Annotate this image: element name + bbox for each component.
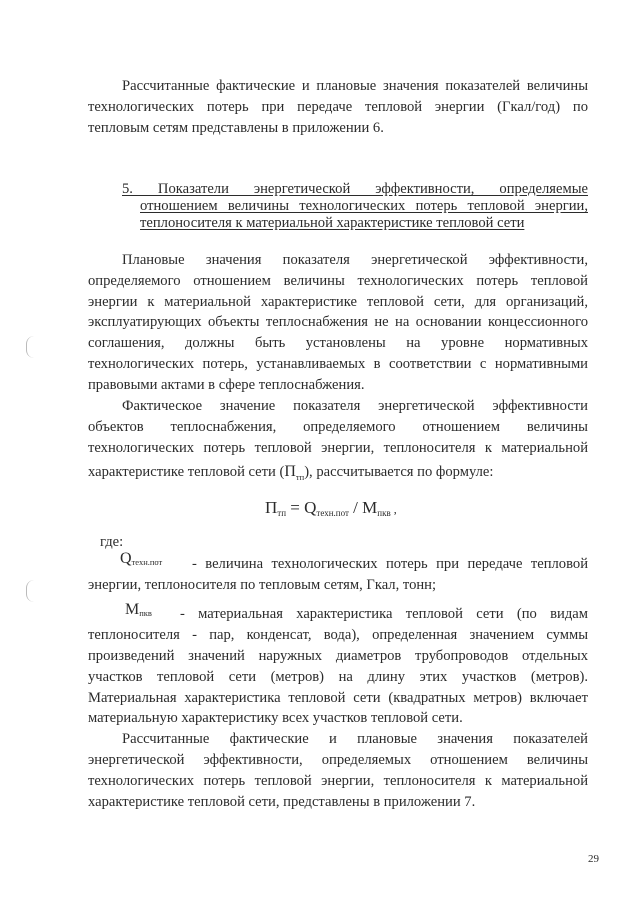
- para2-text-before: характеристике тепловой сети (: [88, 464, 285, 480]
- intro-line-2: технологических потерь при передаче тепловой энергии (Гкал/год) по: [88, 99, 588, 115]
- binder-hole-mark: [26, 336, 35, 358]
- definition-q-line-2: энергии, теплоносителя по тепловым сетям, Гкал, тонн;: [88, 577, 437, 593]
- definition-q-symbol: $Q_{техн.пот}$: [120, 550, 163, 567]
- para1-line-4: эксплуатирующих объекты теплоснабжения не на основании концессионного: [88, 314, 588, 330]
- definition-m-line-4: участков тепловой сети (метров) на длину этих участков (метров).: [88, 669, 588, 685]
- intro-line-1: Рассчитанные фактические и плановые значения показателей величины: [122, 78, 588, 94]
- para3-line-2: энергетической эффективности, определяемых отношением величины: [88, 752, 588, 768]
- definition-m-line-6: материальную характеристику всех участков тепловой сети.: [88, 710, 463, 726]
- para2-line-2: объектов теплоснабжения, определяемого отношением величины: [88, 419, 588, 435]
- section-heading-line-1: 5. Показатели энергетической эффективности, определяемые: [122, 181, 588, 197]
- definition-q-line-1: - величина технологических потерь при передаче тепловой: [192, 556, 588, 572]
- para2-line-4: [88, 462, 588, 482]
- definition-m-line-1: - материальная характеристика тепловой сети (по видам: [180, 606, 588, 622]
- para1-line-3: энергии к материальной характеристике тепловой сети, для организаций,: [88, 294, 588, 310]
- para2-line-1: Фактическое значение показателя энергетической эффективности: [122, 398, 588, 414]
- definition-m-line-2: теплоносителя - пар, конденсат, вода), определенная значением суммы: [88, 627, 588, 643]
- para2-text-after: ), рассчитывается по формуле:: [304, 464, 494, 480]
- para1-line-2: определяемого отношением величины технологических потерь тепловой: [88, 273, 588, 289]
- definition-m-line-5: Материальная характеристика тепловой сети (квадратных метров) включает: [88, 690, 588, 706]
- para3-line-4: характеристике тепловой сети, представлены в приложении 7.: [88, 794, 476, 810]
- para3-line-3: технологических потерь тепловой энергии, теплоносителя к материальной: [88, 773, 588, 789]
- intro-line-3: тепловым сетям представлены в приложении 6.: [88, 120, 384, 136]
- definition-m-line-3: произведений значений наружных диаметров трубопроводов отдельных: [88, 648, 588, 664]
- binder-hole-mark: [26, 580, 35, 602]
- para1-line-5: соглашения, должны быть установлены на уровне нормативных: [88, 335, 588, 351]
- para3-line-1: Рассчитанные фактические и плановые значения показателей: [122, 731, 588, 747]
- section-heading-line-2: отношением величины технологических потерь тепловой энергии,: [140, 198, 588, 214]
- section-heading-line-3: теплоносителя к материальной характеристике тепловой сети: [140, 215, 525, 231]
- para1-line-7: правовыми актами в сфере теплоснабжения.: [88, 377, 365, 393]
- definition-m-symbol: $М_{пкв}$: [125, 601, 152, 618]
- where-label: где:: [100, 534, 124, 550]
- page-number: 29: [588, 853, 599, 865]
- symbol-ptp: $П_{тп}$: [284, 463, 305, 483]
- para1-line-6: технологических потерь, устанавливаемых в соответствии с нормативными: [88, 356, 588, 372]
- para1-line-1: Плановые значения показателя энергетической эффективности,: [122, 252, 588, 268]
- para2-line-3: технологических потерь тепловой энергии, теплоносителя к материальной: [88, 440, 588, 456]
- formula: $П_{тп} = Q_{техн.пот} / М_{пкв}$ ,: [265, 498, 397, 518]
